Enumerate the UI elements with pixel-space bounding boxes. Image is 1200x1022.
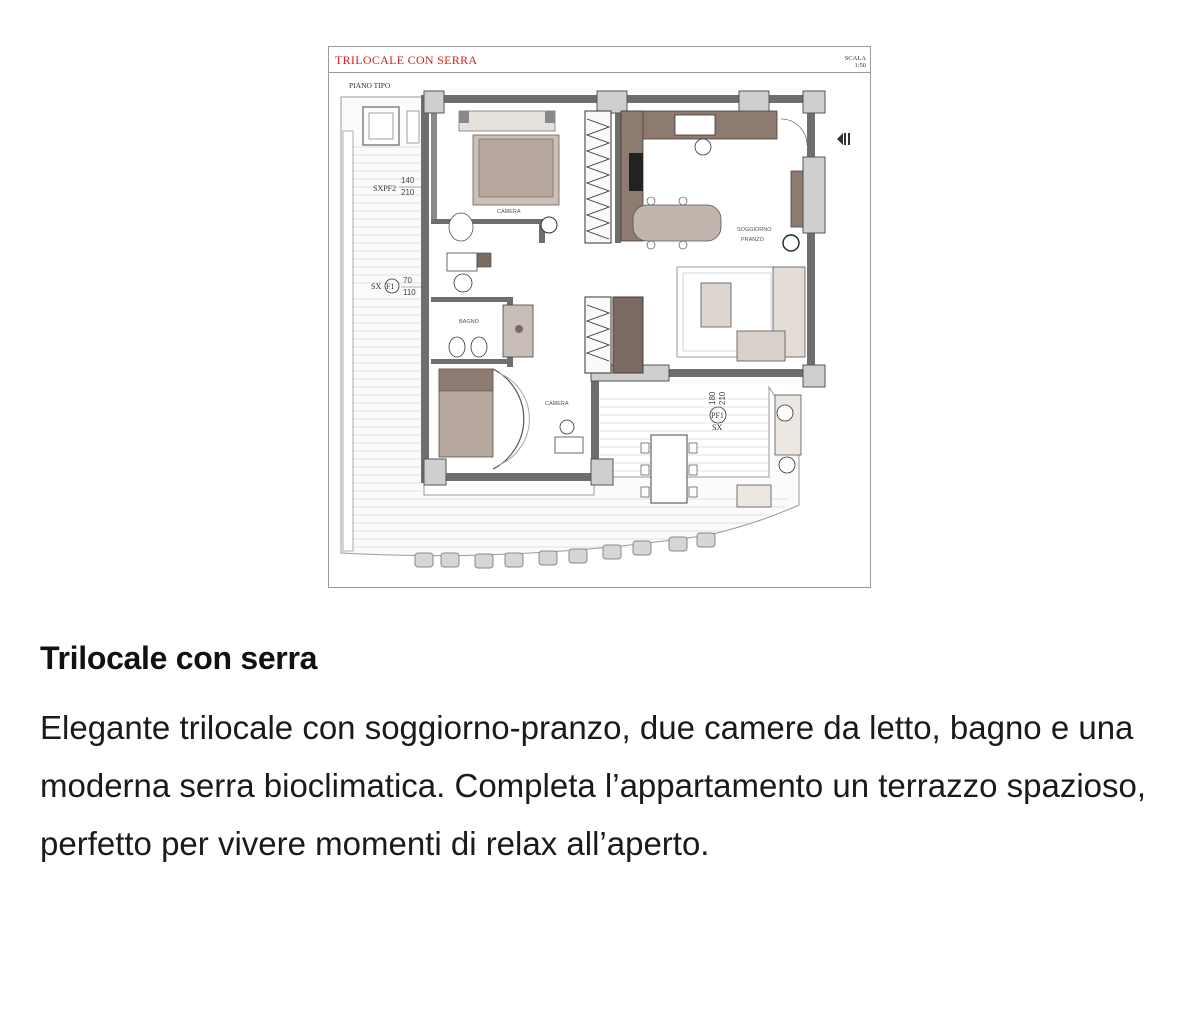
window-tag-pf1 [708, 391, 727, 432]
svg-text:70: 70 [403, 276, 412, 285]
floor-plan-image [328, 46, 871, 588]
room-label-pranzo: PRANZO [741, 237, 764, 243]
svg-text:F1: F1 [386, 282, 395, 291]
bathroom [447, 253, 533, 357]
room-label-camera-bottom: CAMERA [545, 401, 569, 407]
svg-text:180: 180 [708, 391, 717, 405]
svg-text:SX: SX [371, 282, 382, 291]
svg-text:140: 140 [401, 176, 415, 185]
room-label-bagno: BAGNO [459, 319, 479, 325]
entrance-arrow-icon [781, 119, 850, 145]
listing-description: Elegante trilocale con soggiorno-pranzo, due camere da letto, bagno e una moderna serra bioclimatica. Completa l’appartamento un terrazzo spazioso, perfetto per vivere momenti di relax all’aperto. [40, 709, 1147, 862]
svg-text:210: 210 [718, 391, 727, 405]
svg-text:PF1: PF1 [711, 411, 724, 420]
room-label-soggiorno: SOGGIORNO [737, 227, 772, 233]
floor-plan-drawing [329, 47, 872, 589]
floor-label: PIANO TIPO [349, 81, 391, 90]
svg-text:210: 210 [401, 188, 415, 197]
terrace-planter [363, 107, 419, 145]
svg-text:SXPF2: SXPF2 [373, 184, 397, 193]
living-area [677, 171, 805, 361]
svg-text:110: 110 [403, 288, 416, 297]
scale-value: 1:50 [854, 62, 866, 69]
svg-text:SX: SX [712, 423, 723, 432]
bedroom-bottom [439, 369, 583, 469]
plan-title: TRILOCALE CON SERRA [335, 53, 478, 67]
room-label-camera-top: CAMERA [497, 209, 521, 215]
listing-title: Trilocale con serra [40, 640, 318, 676]
scale-label: SCALA [844, 55, 866, 62]
